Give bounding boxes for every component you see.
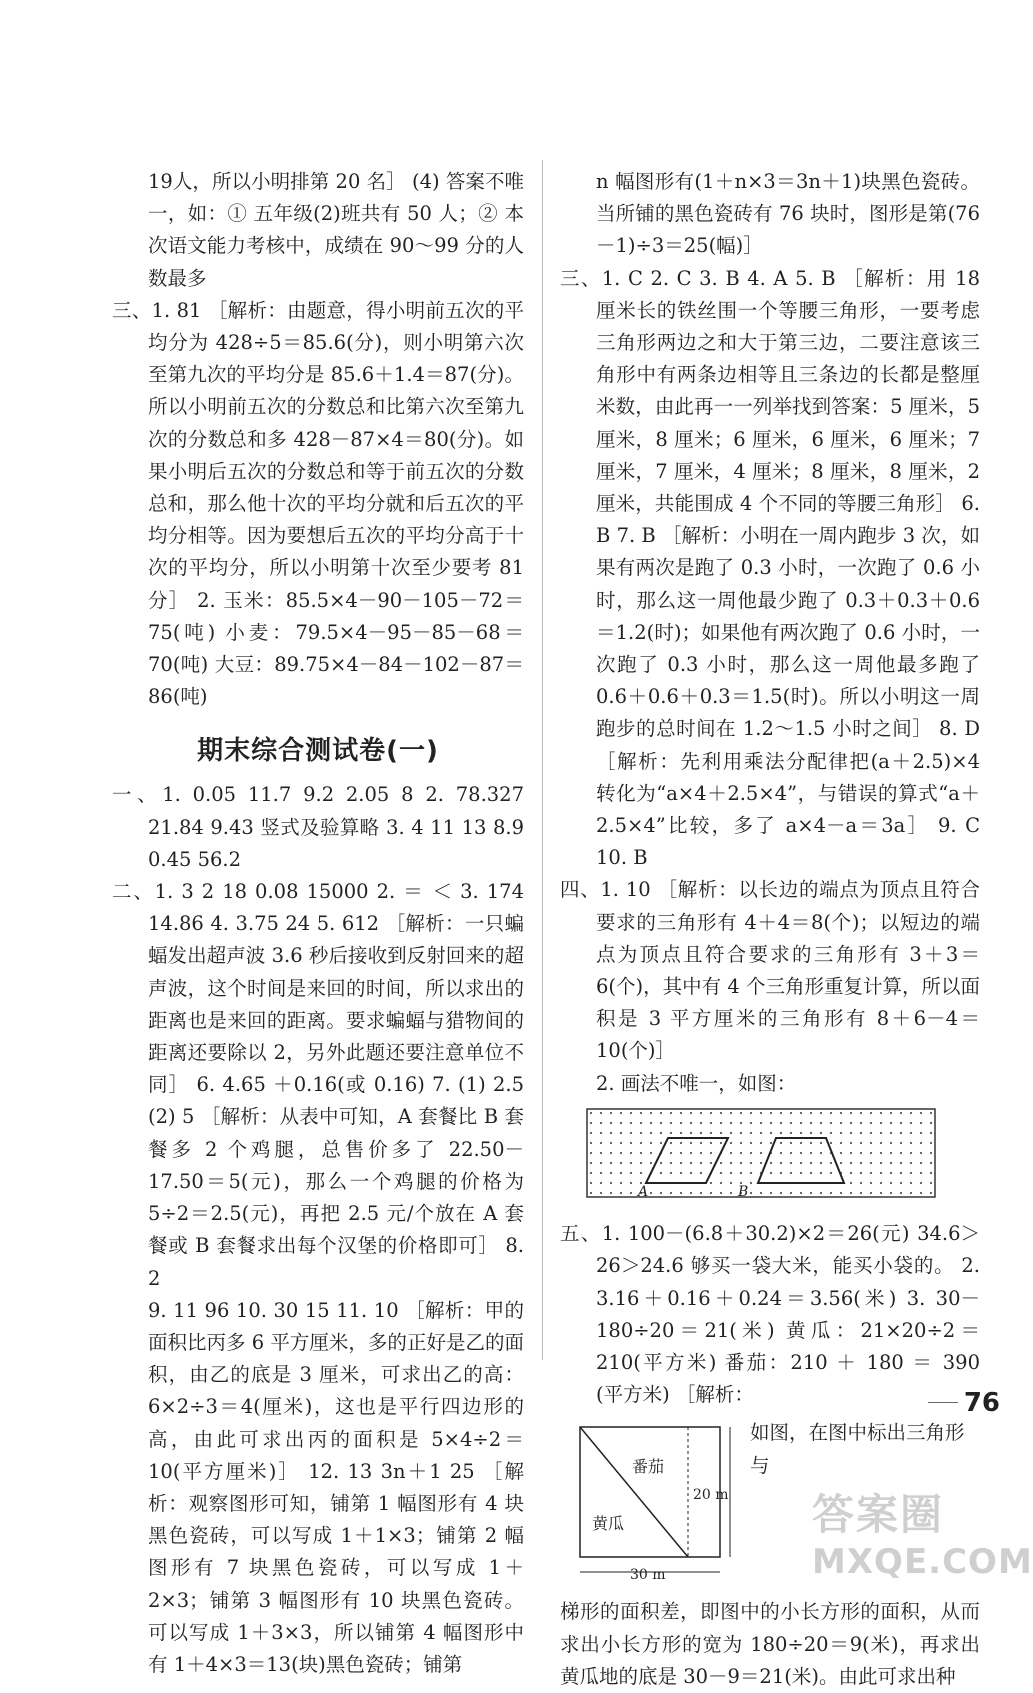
column-divider <box>542 160 543 1360</box>
answer-paragraph: n 幅图形有(1＋n×3＝3n＋1)块黑色瓷砖。当所铺的黑色瓷砖有 76 块时，图形是第(76－1)÷3＝25(幅)］ <box>596 170 980 258</box>
answer-paragraph: 9. 11 96 10. 30 15 11. 10 ［解析：甲的面积比丙多 6 平方厘米，多的正好是乙的面积，由乙的底是 3 厘米，可求出乙的高：6×2÷3＝4(厘米)，这也是平行四边形的高，由此可求出丙的面积是 5×4÷2＝10(平方厘米)］ 12. 13 3n＋1 25 ［解析：观察图形可知，铺第 1 幅图形有 4 块黑色瓷砖，可以写成 1＋1×3；铺第 2 幅图形有 7 块黑色瓷砖，可以写成 1＋2×3；铺第 3 幅图形有 10 块黑色瓷砖。可以写成 1＋3×3，所以铺第 4 幅图形中有 1＋4×3＝13(块)黑色瓷砖；铺第 <box>148 1298 524 1676</box>
answer-paragraph: 一、1. 0.05 11.7 9.2 2.05 8 2. 78.327 21.84 9.43 竖式及验算略 3. 4 11 13 8.9 0.45 56.2 <box>112 783 524 871</box>
watermark <box>812 1482 1033 1600</box>
answer-paragraph: 三、1. C 2. C 3. B 4. A 5. B ［解析：用 18 厘米长的铁丝围一个等腰三角形，一要考虑三角形两边之和大于第三边，二要注意该三角形中有两条边相等且三条边的长都是整厘米数，由此再一一列举找到答案：5 厘米，5 厘米，8 厘米；6 厘米，6 厘米，6 厘米；7 厘米，7 厘米，4 厘米；8 厘米，8 厘米，2 厘米，共能围成 4 个不同的等腰三角形］ 6. B 7. B ［解析：小明在一周内跑步 3 次，如果有两次是跑了 0.3 小时，一次跑了 0.6 小时，那么这一周他最少跑了 0.3＋0.3＋0.6＝1.2(时)；如果他有两次跑了 0.6 小时，一次跑了 0.3 小时，那么这一周他最多跑了 0.6＋0.6＋0.3＝1.5(时)。所以小明这一周跑步的总时间在 1.2～1.5 小时之间］ 8. D ［解析：先利用乘法分配律把(a＋2.5)×4 转化为“a×4＋2.5×4”，与错误的算式“a＋2.5×4”比较，多了 a×4－a＝3a］ 9. C 10. B <box>560 266 980 870</box>
answer-paragraph: 2. 画法不唯一，如图： <box>596 1071 797 1095</box>
answer-paragraph: 19人，所以小明排第 20 名］ (4) 答案不唯一，如：① 五年级(2)班共有 50 人；② 本次语文能力考核中，成绩在 90～99 分的人数最多 <box>148 170 524 290</box>
figure-side-text: 如图，在图中标出三角形与 <box>750 1421 965 1477</box>
answer-paragraph: 梯形的面积差，即图中的小长方形的面积，从而求出小长方形的宽为 180÷20＝9(米)，再求出黄瓜地的底是 30－9＝21(米)。由此可求出种 <box>560 1600 980 1688</box>
answer-paragraph: 五、1. 100－(6.8＋30.2)×2＝26(元) 34.6＞26＞24.6 够买一袋大米，能买小袋的。 2. 3.16＋0.16＋0.24＝3.56(米) 3. 30－180÷20＝21(米) 黄瓜：21×20÷2＝210(平方米) 番茄：210 ＋ 180 ＝ 390 (平方米) ［解析： <box>560 1222 980 1407</box>
page-number: 76 <box>963 1388 1000 1418</box>
grid-figure <box>586 1108 980 1210</box>
answer-paragraph: 三、1. 81 ［解析：由题意，得小明前五次的平均分为 428÷5＝85.6(分)，则小明第六次至第九次的平均分是 85.6＋1.4＝87(分)。所以小明前五次的分数总和比第六次至第九次的分数总和多 428－87×4＝80(分)。如果小明后五次的分数总和等于前五次的分数总和，那么他十次的平均分就和后五次的平均分相等。因为要想后五次的平均分高于十次的平均分，所以小明第十次至少要考 81 分］ 2. 玉米：85.5×4－90－105－72＝75(吨) 小麦：79.5×4－95－85－68＝70(吨) 大豆：89.75×4－84－102－87＝86(吨) <box>112 298 524 709</box>
label-b: B <box>738 1183 749 1200</box>
watermark-sub: MXQE.COM <box>812 1542 1033 1582</box>
answer-paragraph: 二、1. 3 2 18 0.08 15000 2. ＝ ＜ 3. 174 14.86 4. 3.75 24 5. 612 ［解析：一只蝙蝠发出超声波 3.6 秒后接收到反射回来的超声波，这个时间是来回的时间，所以求出的距离也是来回的距离。要求蝙蝠与猎物间的距离还要除以 2，另外此题还要注意单位不同］ 6. 4.65 ＋0.16(或 0.16) 7. (1) 2.5 (2) 5 ［解析：从表中可知，A 套餐比 B 套餐多 2 个鸡腿，总售价多了 22.50－17.50＝5(元)，那么一个鸡腿的价格为 5÷2＝2.5(元)，再把 2.5 元/个放在 A 套餐或 B 套餐求出每个汉堡的价格即可］ 8. 2 <box>112 880 524 1290</box>
garden-figure-svg <box>560 1417 745 1587</box>
page-rule <box>928 1402 958 1403</box>
watermark-main: 答案圈 <box>812 1490 945 1539</box>
label-tomato: 番茄 <box>632 1457 665 1477</box>
label-a: A <box>638 1183 649 1200</box>
label-cucumber: 黄瓜 <box>592 1514 625 1534</box>
label-width: 30 m <box>630 1567 666 1584</box>
right-column <box>560 166 980 1693</box>
answer-paragraph: 四、1. 10 ［解析：以长边的端点为顶点且符合要求的三角形有 4＋4＝8(个)；以短边的端点为顶点且符合要求的三角形有 3＋3＝6(个)，其中有 4 个三角形重复计算，所以面积是 3 平方厘米的三角形有 8＋6－4＝10(个)］ <box>560 878 980 1063</box>
section-title: 期末综合测试卷(一) <box>197 736 439 767</box>
grid-figure-svg <box>586 1108 936 1200</box>
left-column <box>112 166 524 1681</box>
label-height: 20 m <box>693 1487 729 1504</box>
